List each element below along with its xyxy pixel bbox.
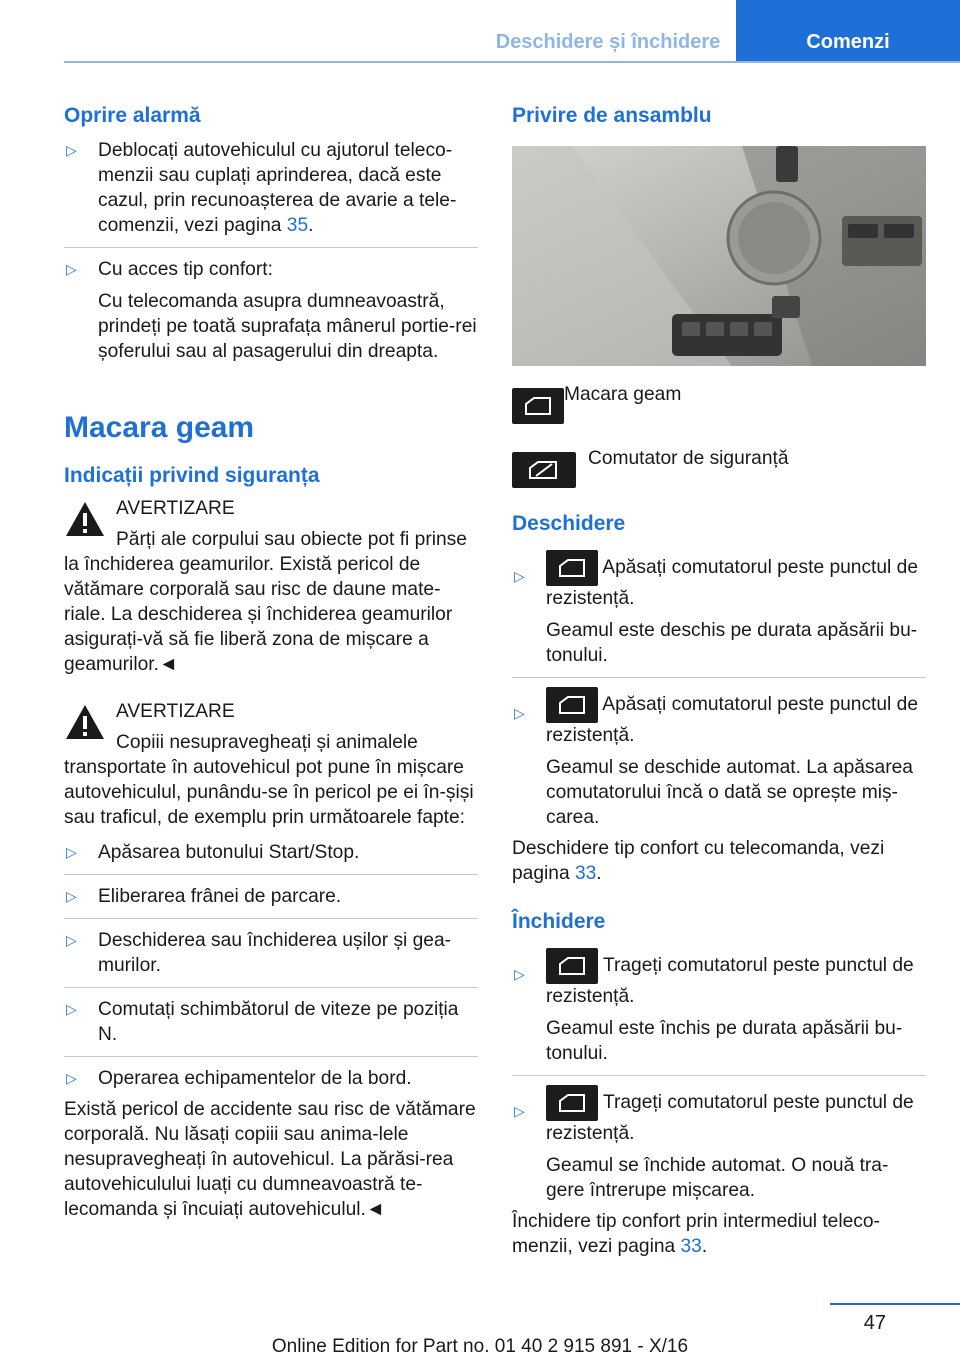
window-switch-icon <box>546 687 598 723</box>
alarm-heading: Oprire alarmă <box>64 104 201 127</box>
bullet-triangle-icon: ▷ <box>66 888 77 904</box>
list-item: ▷ Deschiderea sau închiderea ușilor și gea-murilor. <box>64 928 478 988</box>
closing-paragraph: Există pericol de accidente sau risc de vătămare corporală. Nu lăsați copiii sau anima-lele nesupravegheați în autovehicul. La părăsi-rea autovehiculului luați cu dumneavoastră te-lecomanda și încuiați autovehiculul.◄ <box>64 1099 476 1220</box>
alarm-list <box>64 138 478 364</box>
window-switch-icon <box>546 1085 598 1121</box>
legend-safety-switch: Comutator de siguranță <box>512 446 926 486</box>
warning-block <box>64 699 478 724</box>
bullet-triangle-icon: ▷ <box>66 261 77 277</box>
footer-divider <box>830 1303 960 1305</box>
page-link[interactable]: 33 <box>574 863 597 884</box>
window-switch-icon <box>512 388 564 424</box>
close-heading: Închidere <box>512 910 606 933</box>
list-item: ▷ Trageți comutatorul peste punctul de rezistență. Geamul se închide automat. O nouă tra-gere întrerupe mișcarea. <box>512 1085 926 1203</box>
bullet-triangle-icon: ▷ <box>66 844 77 860</box>
warning-triangle-icon <box>64 500 106 538</box>
list-item: ▷ Eliberarea frânei de parcare. <box>64 884 478 919</box>
warning-block <box>64 496 478 521</box>
page-link[interactable]: 33 <box>680 1236 702 1257</box>
bullet-triangle-icon: ▷ <box>514 568 525 584</box>
safety-switch-icon <box>512 452 576 488</box>
warning-label: AVERTIZARE <box>116 701 235 722</box>
close-list <box>512 948 926 1203</box>
overview-heading: Privire de ansamblu <box>512 104 712 127</box>
list-item: ▷ Cu acces tip confort: Cu telecomanda asupra dumneavoastră, prindeți pe toată suprafața mânerul portie-rei șoferului sau al pasagerului din dreapta. <box>66 259 477 362</box>
page-number: 47 <box>863 1312 886 1334</box>
list-item: ▷ Deblocați autovehiculul cu ajutorul teleco-menzii sau cuplați aprinderea, dacă este cazul, prin recunoașterea de avarie a tele-comenzii, vezi pagina 35. <box>64 138 478 248</box>
door-panel-photo <box>512 146 926 366</box>
warning-triangle-icon <box>64 703 106 741</box>
header-divider <box>64 61 960 63</box>
bullet-triangle-icon: ▷ <box>66 142 77 158</box>
bullet-triangle-icon: ▷ <box>66 1001 77 1017</box>
warning-text: Părți ale corpului sau obiecte pot fi prinse la închiderea geamurilor. Există pericol de vătămare corporală sau risc de daune mate-riale. La deschiderea și închiderea geamurilor asigurați-vă să fie liberă zona de mișcare a geamurilor.◄ <box>64 529 467 675</box>
bullet-triangle-icon: ▷ <box>66 932 77 948</box>
window-switch-icon <box>546 948 598 984</box>
bullet-triangle-icon: ▷ <box>514 705 525 721</box>
window-switch-icon <box>546 550 598 586</box>
edition-footer: Online Edition for Part no. 01 40 2 915 891 - X/16 <box>271 1336 689 1357</box>
list-item: ▷ Operarea echipamentelor de la bord. <box>66 1068 412 1089</box>
safety-heading: Indicații privind siguranța <box>64 464 320 487</box>
list-item: ▷ Comutați schimbătorul de viteze pe poziția N. <box>64 997 478 1057</box>
header-chapter-tab: Comenzi <box>736 0 960 62</box>
warning-text: Copiii nesupravegheați și animalele transportate în autovehicul pot pune în mișcare autovehiculul, punându-se în pericol pe ei în-șiși sau traficul, de exemplu prin următoarele fapte: <box>64 732 474 828</box>
bullet-triangle-icon: ▷ <box>514 966 525 982</box>
open-list <box>512 550 926 830</box>
left-column <box>64 98 478 1222</box>
open-heading: Deschidere <box>512 512 626 535</box>
bullet-triangle-icon: ▷ <box>514 1103 525 1119</box>
header-section-title: Deschidere și închidere <box>495 31 721 53</box>
section-title: Macara geam <box>64 411 255 444</box>
list-item: ▷ Trageți comutatorul peste punctul de rezistență. Geamul este închis pe durata apăsării bu-tonului. <box>512 948 926 1076</box>
right-column <box>512 98 926 1259</box>
open-comfort-paragraph: Deschidere tip confort cu telecomanda, vezi pagina 33. <box>512 838 885 884</box>
list-item: ▷ Apăsați comutatorul peste punctul de rezistență. Geamul este deschis pe durata apăsării bu-tonului. <box>512 550 926 678</box>
close-comfort-paragraph: Închidere tip confort prin intermediul teleco-menzii, vezi pagina 33. <box>512 1211 880 1257</box>
list-item: ▷ Apăsarea butonului Start/Stop. <box>64 840 478 875</box>
page-link[interactable]: 35 <box>286 215 309 236</box>
door-panel-illustration <box>512 146 926 366</box>
bullet-triangle-icon: ▷ <box>66 1070 77 1086</box>
warning-list <box>64 840 478 1091</box>
warning-label: AVERTIZARE <box>116 498 235 519</box>
list-item: ▷ Apăsați comutatorul peste punctul de rezistență. Geamul se deschide automat. La apăsarea comutatorului încă o dată se oprește miș-carea. <box>512 687 926 830</box>
legend-window-lift: Macara geam <box>512 382 926 422</box>
page-header <box>0 0 960 62</box>
